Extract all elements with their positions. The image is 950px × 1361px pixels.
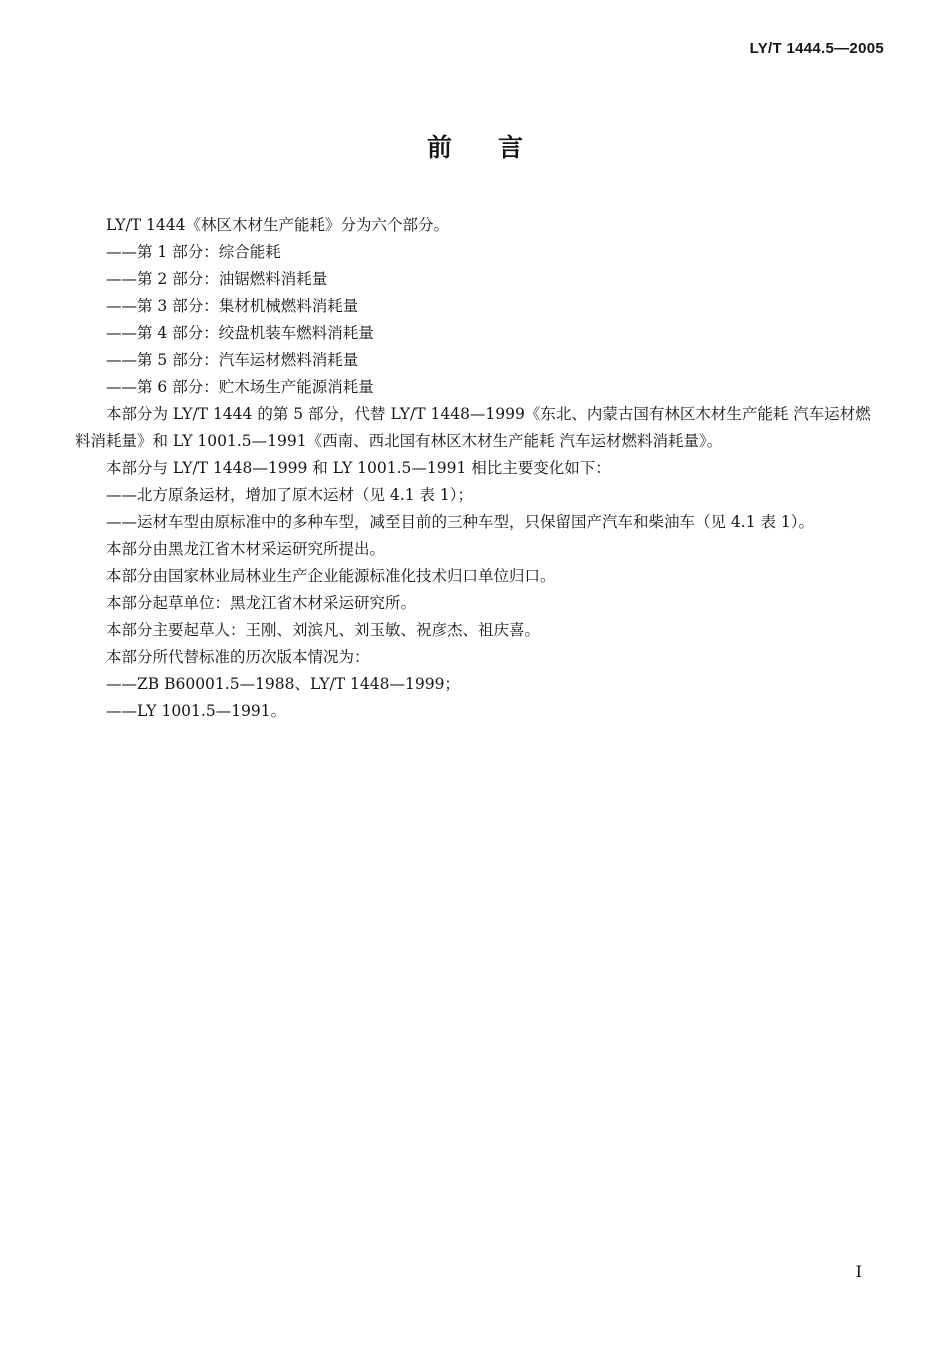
replaces-paragraph: 本部分为 LY/T 1444 的第 5 部分，代替 LY/T 1448—1999《东北、内蒙古国有林区木材生产能耗 汽车运材燃料消耗量》和 LY 1001.5—1991《西南、西北国有林区木材生产能耗 汽车运材燃料消耗量》。 [75,405,871,450]
history-item: ——ZB B60001.5—1988、LY/T 1448—1999； [106,675,460,693]
change-item: ——运材车型由原标准中的多种车型，减至目前的三种车型，只保留国产汽车和柴油车（见 4.1 表 1）。 [106,513,815,531]
intro-paragraph: LY/T 1444《林区木材生产能耗》分为六个部分。 [106,216,449,234]
part-item: ——第 3 部分：集材机械燃料消耗量 [106,297,359,315]
drafters: 本部分主要起草人：王刚、刘滨凡、刘玉敏、祝彦杰、祖庆喜。 [106,621,541,639]
part-item: ——第 1 部分：综合能耗 [106,243,281,261]
page-number: I [855,1262,862,1281]
history-item: ——LY 1001.5—1991。 [106,702,287,720]
part-item: ——第 2 部分：油锯燃料消耗量 [106,270,328,288]
part-item: ——第 4 部分：绞盘机装车燃料消耗量 [106,324,374,342]
changes-intro: 本部分与 LY/T 1448—1999 和 LY 1001.5—1991 相比主要变化如下： [106,459,611,477]
foreword-body [75,212,883,725]
managed-by: 本部分由国家林业局林业生产企业能源标准化技术归口单位归口。 [106,567,556,585]
part-item: ——第 6 部分：贮木场生产能源消耗量 [106,378,374,396]
drafting-unit: 本部分起草单位：黑龙江省木材采运研究所。 [106,594,417,612]
page-title: 前言 [426,133,569,162]
change-item: ——北方原条运材，增加了原木运材（见 4.1 表 1）； [106,486,474,504]
part-item: ——第 5 部分：汽车运材燃料消耗量 [106,351,359,369]
history-intro: 本部分所代替标准的历次版本情况为： [106,648,370,666]
standard-code: LY/T 1444.5—2005 [749,40,884,57]
proposed-by: 本部分由黑龙江省木材采运研究所提出。 [106,540,386,558]
